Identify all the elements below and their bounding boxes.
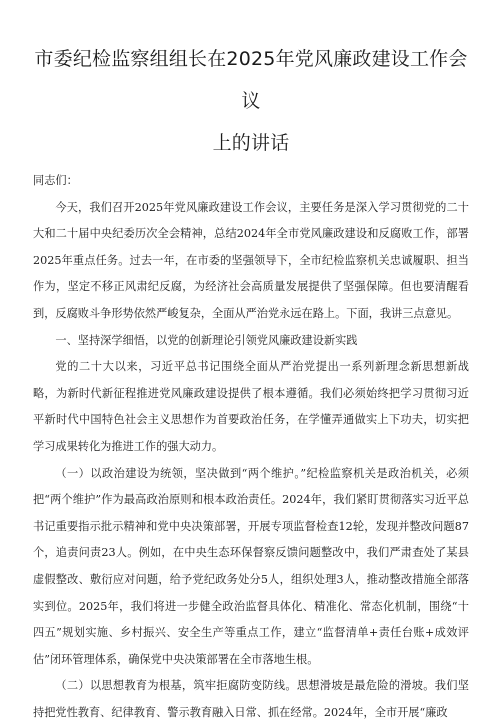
paragraph-subsection-1: （一）以政治建设为统领，坚决做到“两个维护。”纪检监察机关是政治机关，必须把“两个维护”作为最高政治原则和根本政治责任。2024年，我们紧盯贯彻落实习近平总书记重要指示批示精神和党中央决策部署，开展专项监督检查12轮，发现并整改问题87个，追责问责23人。例如，在中央生态环保督察反馈问题整改中，我们严肃查处了某县虚假整改、敷衍应对问题，给予党纪政务处分5人，组织处理3人，推动整改措施全部落实到位。2025年，我们将进一步健全政治监督具体化、精准化、常态化机制，围绕“十四五”规划实施、乡村振兴、安全生产等重点工作，建立“监督清单+责任台账+成效评估”闭环管理体系，确保党中央决策部署在全市落地生根。 bbox=[33, 466, 469, 666]
paragraph-intro: 今天，我们召开2025年党风廉政建设工作会议，主要任务是深入学习贯彻党的二十大和二十届中央纪委历次全会精神，总结2024年全市党风廉政建设和反腐败工作，部署2025年重点任务。过去一年，在市委的坚强领导下，全市纪检监察机关忠诚履职、担当作为，坚定不移正风肃纪反腐，为经济社会高质量发展提供了坚强保障。但也要清醒看到，反腐败斗争形势依然严峻复杂，全面从严治党永远在路上。下面，我讲三点意见。 bbox=[33, 200, 469, 320]
section-heading-1: 一、坚持深学细悟，以党的创新理论引领党风廉政建设新实践 bbox=[55, 333, 358, 347]
paragraph-subsection-2: （二）以思想教育为根基，筑牢拒腐防变防线。思想滑坡是最危险的滑坡。我们坚持把党性教育、纪律教育、警示教育融入日常、抓在经常。2024年，全市开展“廉政 bbox=[33, 679, 469, 719]
paragraph-section-1: 党的二十大以来，习近平总书记围绕全面从严治党提出一系列新理念新思想新战略，为新时代新征程推进党风廉政建设提供了根本遵循。我们必须始终把学习贯彻习近平新时代中国特色社会主义思想作为首要政治任务，在学懂弄通做实上下功夫，切实把学习成果转化为推进工作的强大动力。 bbox=[33, 360, 469, 453]
salutation: 同志们： bbox=[33, 174, 78, 187]
title-line-2: 上的讲话 bbox=[212, 132, 290, 154]
document-body bbox=[33, 168, 469, 726]
title-line-1: 市委纪检监察组组长在2025年党风廉政建设工作会议 bbox=[34, 48, 468, 112]
document-title bbox=[33, 38, 469, 164]
